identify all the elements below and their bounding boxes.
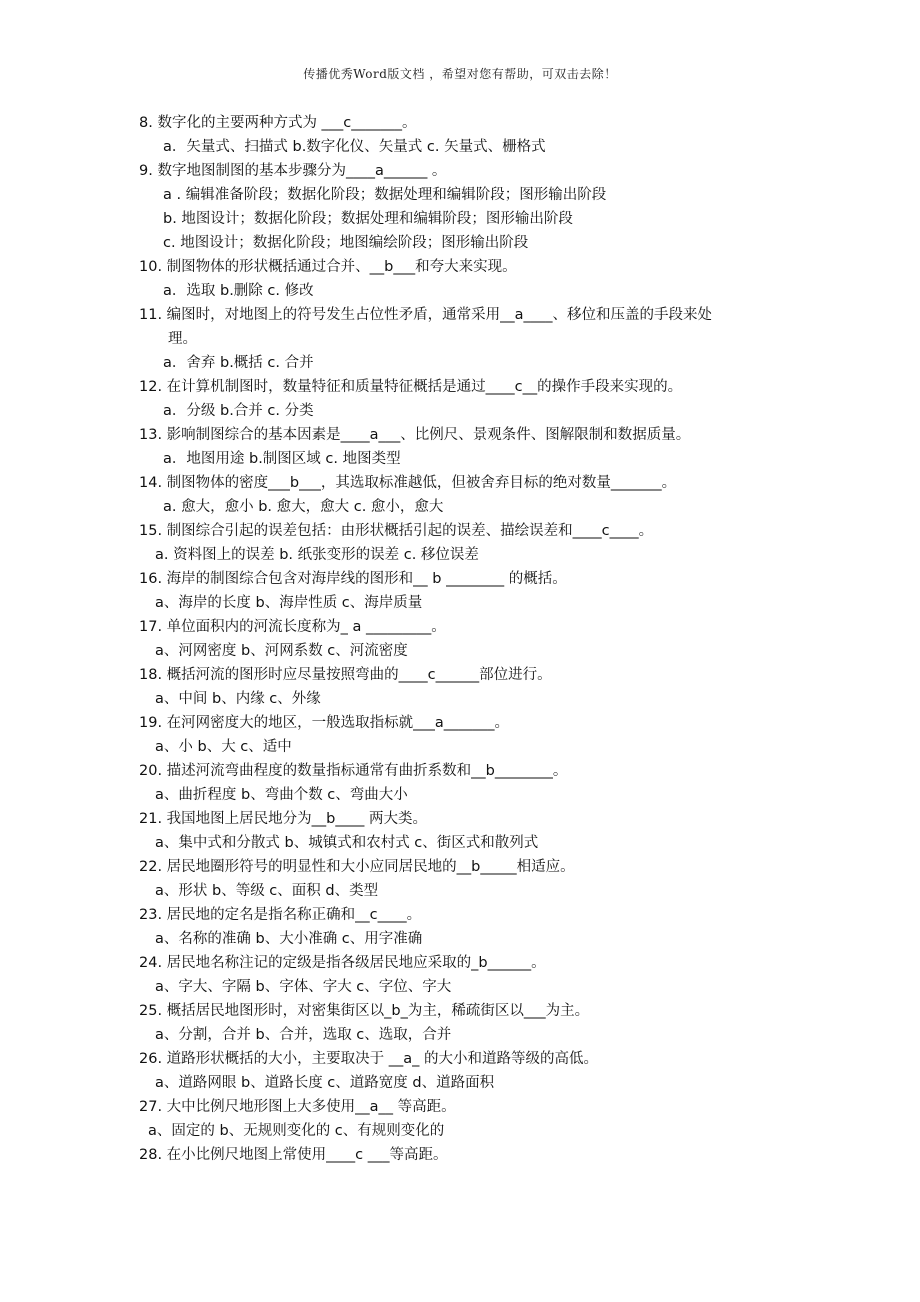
options-16: a、海岸的长度 b、海岸性质 c、海岸质量 <box>155 595 423 611</box>
options-12: a．分级 b.合并 c. 分类 <box>163 403 314 419</box>
question-14: 14. 制图物体的密度___b___，其选取标准越低，但被舍弃目标的绝对数量_______。 <box>139 475 677 491</box>
question-27: 27. 大中比例尺地形图上大多使用__a__ 等高距。 <box>139 1099 456 1115</box>
question-11-cont: 理。 <box>168 331 197 347</box>
options-22: a、形状 b、等级 c、面积 d、类型 <box>155 883 379 899</box>
question-11: 11. 编图时，对地图上的符号发生占位性矛盾，通常采用__a____、移位和压盖的手段来处 <box>139 307 713 323</box>
options-24: a、字大、字隔 b、字体、字大 c、字位、字大 <box>155 979 452 995</box>
question-24: 24. 居民地名称注记的定级是指各级居民地应采取的_b______。 <box>139 955 546 971</box>
question-9: 9. 数字地图制图的基本步骤分为____a______ 。 <box>139 163 447 179</box>
question-10: 10. 制图物体的形状概括通过合并、__b___和夸大来实现。 <box>139 259 517 275</box>
options-14: a. 愈大，愈小 b. 愈大，愈大 c. 愈小，愈大 <box>163 499 444 515</box>
option-9b: b. 地图设计；数据化阶段；数据处理和编辑阶段；图形输出阶段 <box>163 211 573 227</box>
options-21: a、集中式和分散式 b、城镇式和农村式 c、街区式和散列式 <box>155 835 539 851</box>
document-header: 传播优秀Word版文档 ，希望对您有帮助，可双击去除！ <box>303 67 617 81</box>
options-19: a、小 b、大 c、适中 <box>155 739 292 755</box>
option-9c: c. 地图设计；数据化阶段；地图编绘阶段；图形输出阶段 <box>163 235 529 251</box>
question-8: 8. 数字化的主要两种方式为 ___c_______。 <box>139 115 417 131</box>
question-19: 19. 在河网密度大的地区，一般选取指标就___a_______。 <box>139 715 510 731</box>
options-17: a、河网密度 b、河网系数 c、河流密度 <box>155 643 408 659</box>
options-18: a、中间 b、内缘 c、外缘 <box>155 691 321 707</box>
options-10: a．选取 b.删除 c. 修改 <box>163 283 314 299</box>
question-13: 13. 影响制图综合的基本因素是____a___、比例尺、景观条件、图解限制和数据质量。 <box>139 427 691 443</box>
question-12: 12. 在计算机制图时，数量特征和质量特征概括是通过____c__的操作手段来实现的。 <box>139 379 683 395</box>
options-8: a．矢量式、扫描式 b.数字化仪、矢量式 c. 矢量式、栅格式 <box>163 139 546 155</box>
question-17: 17. 单位面积内的河流长度称为_ a _________。 <box>139 619 446 635</box>
question-21: 21. 我国地图上居民地分为__b____ 两大类。 <box>139 811 427 827</box>
options-23: a、名称的准确 b、大小准确 c、用字准确 <box>155 931 423 947</box>
options-27: a、固定的 b、无规则变化的 c、有规则变化的 <box>148 1123 445 1139</box>
options-20: a、曲折程度 b、弯曲个数 c、弯曲大小 <box>155 787 408 803</box>
options-15: a. 资料图上的误差 b. 纸张变形的误差 c. 移位误差 <box>155 547 479 563</box>
question-15: 15. 制图综合引起的误差包括：由形状概括引起的误差、描绘误差和____c____。 <box>139 523 654 539</box>
question-23: 23. 居民地的定名是指名称正确和__c____。 <box>139 907 422 923</box>
options-26: a、道路网眼 b、道路长度 c、道路宽度 d、道路面积 <box>155 1075 495 1091</box>
option-9a: a . 编辑准备阶段；数据化阶段；数据处理和编辑阶段；图形输出阶段 <box>163 187 607 203</box>
question-28: 28. 在小比例尺地图上常使用____c ___等高距。 <box>139 1147 448 1163</box>
question-16: 16. 海岸的制图综合包含对海岸线的图形和__ b ________ 的概括。 <box>139 571 567 587</box>
options-25: a、分割，合并 b、合并，选取 c、选取，合并 <box>155 1027 452 1043</box>
question-26: 26. 道路形状概括的大小，主要取决于 __a_ 的大小和道路等级的高低。 <box>139 1051 599 1067</box>
options-11: a．舍弃 b.概括 c. 合并 <box>163 355 314 371</box>
question-22: 22. 居民地圈形符号的明显性和大小应同居民地的__b_____相适应。 <box>139 859 575 875</box>
question-18: 18. 概括河流的图形时应尽量按照弯曲的____c______部位进行。 <box>139 667 552 683</box>
options-13: a．地图用途 b.制图区域 c. 地图类型 <box>163 451 401 467</box>
question-20: 20. 描述河流弯曲程度的数量指标通常有曲折系数和__b________。 <box>139 763 568 779</box>
question-25: 25. 概括居民地图形时，对密集街区以_b_为主，稀疏街区以___为主。 <box>139 1003 590 1019</box>
